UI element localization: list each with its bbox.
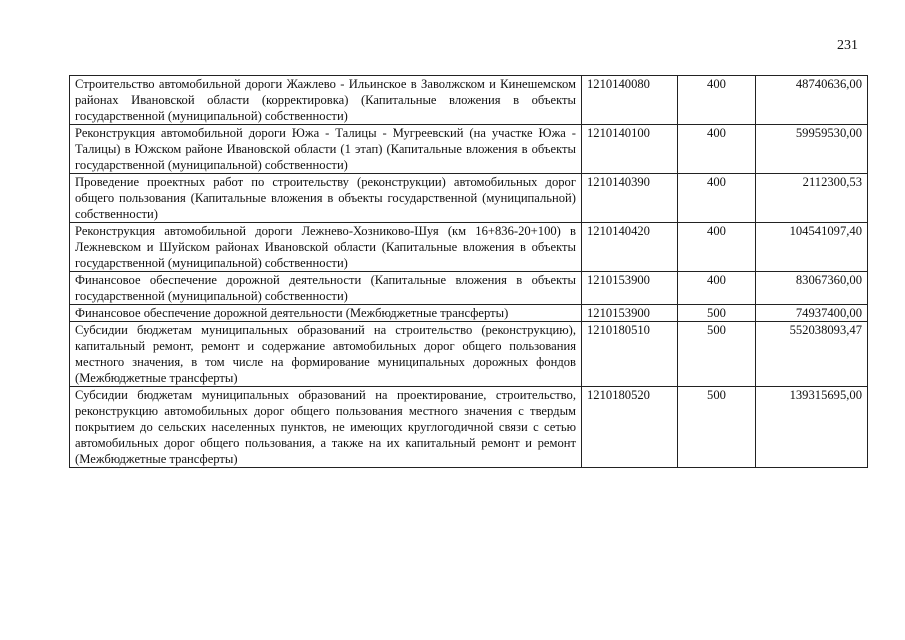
row-amount: 48740636,00: [756, 76, 868, 125]
row-code: 1210140390: [582, 174, 678, 223]
row-name: Субсидии бюджетам муниципальных образований на строительство (реконструкцию), капитальный ремонт, ремонт и содержание автомобильных дорог общего пользования местного значения, в том числе на формирование муниципальных дорожных фондов (Межбюджетные трансферты): [70, 322, 582, 387]
row-code: 1210153900: [582, 272, 678, 305]
row-amount: 74937400,00: [756, 305, 868, 322]
row-code: 1210140080: [582, 76, 678, 125]
row-amount: 104541097,40: [756, 223, 868, 272]
row-name: Финансовое обеспечение дорожной деятельности (Межбюджетные трансферты): [70, 305, 582, 322]
table-row: [70, 272, 868, 305]
row-name: Реконструкция автомобильной дороги Южа - Талицы - Мугреевский (на участке Южа - Талицы) в Южском районе Ивановской области (1 этап) (Капитальные вложения в объекты государственной (муниципальной) собственности): [70, 125, 582, 174]
row-name: Строительство автомобильной дороги Жажлево - Ильинское в Заволжском и Кинешемском районах Ивановской области (корректировка) (Капитальные вложения в объекты государственной (муниципальной) собственности): [70, 76, 582, 125]
row-code: 1210180520: [582, 387, 678, 468]
table-row: [70, 322, 868, 387]
row-name: Финансовое обеспечение дорожной деятельности (Капитальные вложения в объекты государственной (муниципальной) собственности): [70, 272, 582, 305]
table-row: [70, 305, 868, 322]
row-code: 1210140100: [582, 125, 678, 174]
row-name: Проведение проектных работ по строительству (реконструкции) автомобильных дорог общего пользования (Капитальные вложения в объекты государственной (муниципальной) собственности): [70, 174, 582, 223]
budget-table: [69, 75, 868, 468]
row-code: 1210180510: [582, 322, 678, 387]
page-number: 231: [837, 38, 858, 53]
row-code: 1210153900: [582, 305, 678, 322]
row-type: 500: [678, 305, 756, 322]
row-type: 400: [678, 174, 756, 223]
row-type: 500: [678, 322, 756, 387]
row-type: 500: [678, 387, 756, 468]
row-code: 1210140420: [582, 223, 678, 272]
row-type: 400: [678, 76, 756, 125]
row-type: 400: [678, 125, 756, 174]
row-amount: 552038093,47: [756, 322, 868, 387]
row-type: 400: [678, 272, 756, 305]
table-row: [70, 174, 868, 223]
table-row: [70, 387, 868, 468]
table-row: [70, 125, 868, 174]
row-name: Реконструкция автомобильной дороги Лежнево-Хозниково-Шуя (км 16+836-20+100) в Лежневском и Шуйском районах Ивановской области (Капитальные вложения в объекты государственной (муниципальной) собственности): [70, 223, 582, 272]
row-amount: 2112300,53: [756, 174, 868, 223]
table-row: [70, 76, 868, 125]
row-amount: 59959530,00: [756, 125, 868, 174]
row-name: Субсидии бюджетам муниципальных образований на проектирование, строительство, реконструкцию автомобильных дорог общего пользования местного значения с твердым покрытием до сельских населенных пунктов, не имеющих круглогодичной связи с сетью автомобильных дорог общего пользования, а также на их капитальный ремонт и ремонт (Межбюджетные трансферты): [70, 387, 582, 468]
table-row: [70, 223, 868, 272]
row-amount: 83067360,00: [756, 272, 868, 305]
row-type: 400: [678, 223, 756, 272]
row-amount: 139315695,00: [756, 387, 868, 468]
